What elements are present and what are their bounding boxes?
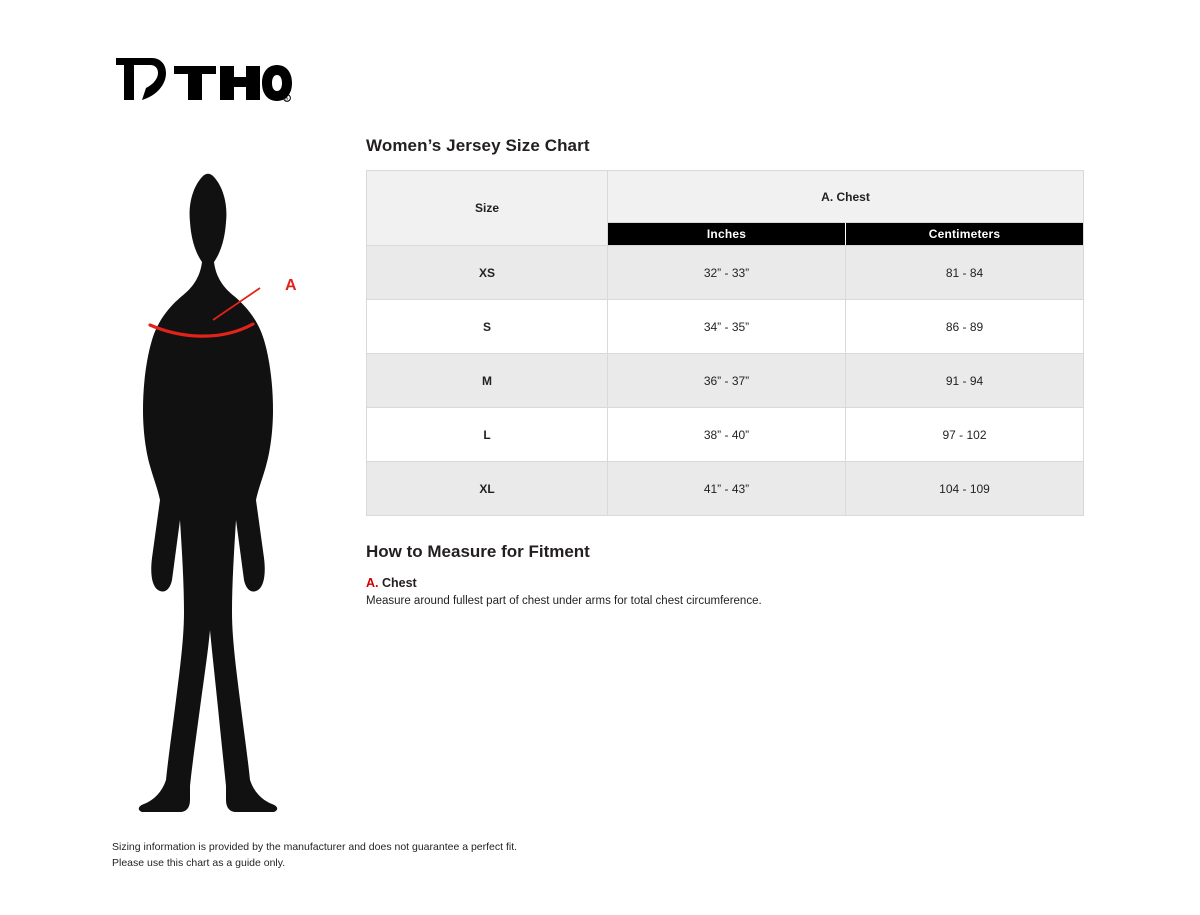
footer-line-2: Please use this chart as a guide only. <box>112 856 286 869</box>
table-row <box>367 354 1084 408</box>
measure-item-name: Chest <box>381 576 417 590</box>
cell-centimeters: 81 - 84 <box>846 246 1084 300</box>
cell-inches: 36” - 37” <box>608 354 846 408</box>
measure-item-chest <box>366 576 1084 610</box>
cell-size: S <box>367 300 608 354</box>
size-chart-table <box>366 170 1084 516</box>
female-body-silhouette <box>139 174 277 812</box>
cell-size: L <box>367 408 608 462</box>
column-header-size: Size <box>367 171 608 246</box>
brand-logo <box>112 52 292 106</box>
measure-item-heading <box>366 576 1084 590</box>
footer-disclaimer <box>112 840 517 872</box>
table-row <box>367 462 1084 516</box>
cell-centimeters: 104 - 109 <box>846 462 1084 516</box>
cell-size: XL <box>367 462 608 516</box>
page-title: Women’s Jersey Size Chart <box>366 136 590 155</box>
cell-size: XS <box>367 246 608 300</box>
cell-centimeters: 91 - 94 <box>846 354 1084 408</box>
cell-inches: 41” - 43” <box>608 462 846 516</box>
cell-centimeters: 86 - 89 <box>846 300 1084 354</box>
table-body <box>367 246 1084 516</box>
table-row <box>367 408 1084 462</box>
table-row <box>367 246 1084 300</box>
column-header-centimeters: Centimeters <box>846 223 1084 246</box>
footer-line-1: Sizing information is provided by the manufacturer and does not guarantee a perfect fit. <box>112 841 518 853</box>
svg-text:R: R <box>285 96 289 102</box>
table-head <box>367 171 1084 246</box>
cell-centimeters: 97 - 102 <box>846 408 1084 462</box>
table-row <box>367 300 1084 354</box>
main-content <box>366 136 1084 610</box>
cell-size: M <box>367 354 608 408</box>
callout-label-a: A <box>285 277 297 294</box>
cell-inches: 34” - 35” <box>608 300 846 354</box>
cell-inches: 32” - 33” <box>608 246 846 300</box>
column-group-chest: A. Chest <box>608 171 1084 223</box>
thor-helmet-icon <box>112 52 292 106</box>
measurement-diagram <box>110 160 340 820</box>
measure-item-text: Measure around fullest part of chest under arms for total chest circumference. <box>366 595 762 607</box>
measure-item-letter: A. <box>366 576 379 590</box>
cell-inches: 38” - 40” <box>608 408 846 462</box>
how-to-measure-title: How to Measure for Fitment <box>366 542 590 561</box>
column-header-inches: Inches <box>608 223 846 246</box>
